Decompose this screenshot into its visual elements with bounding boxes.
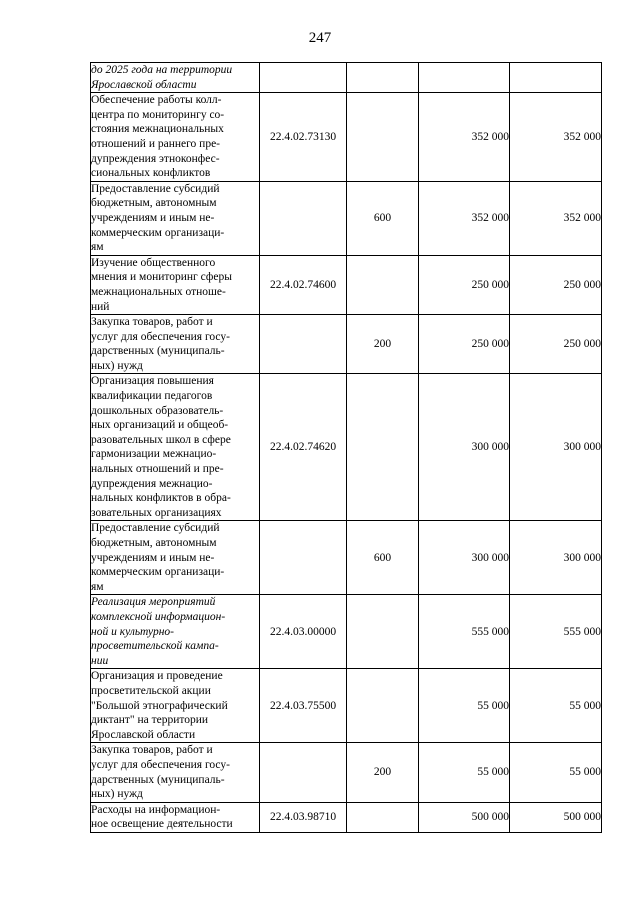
amount-year-1-cell: 300 000 <box>419 374 510 521</box>
item-name-line: комплексной информацион- <box>91 610 226 623</box>
item-name-line: коммерческим организаци- <box>91 566 225 579</box>
item-name-line: коммерческим организаци- <box>91 226 225 239</box>
item-name-line: нии <box>91 654 109 667</box>
target-article-code-cell: 22.4.02.74600 <box>260 255 347 314</box>
expense-type-cell <box>347 255 419 314</box>
table-row <box>91 255 602 314</box>
target-article-code-cell <box>260 63 347 93</box>
target-article-code-cell <box>260 315 347 374</box>
target-article-code-cell: 22.4.03.75500 <box>260 669 347 743</box>
amount-year-1-cell: 500 000 <box>419 802 510 832</box>
item-name-line: дупреждения межнацио- <box>91 477 213 490</box>
item-name-line: нальных конфликтов в обра- <box>91 492 231 505</box>
table-row <box>91 743 602 802</box>
expense-type-cell <box>347 802 419 832</box>
target-article-code-cell: 22.4.02.73130 <box>260 93 347 182</box>
item-name-line: просветительской кампа- <box>91 640 219 653</box>
item-name-line: Расходы на информацион- <box>91 803 221 816</box>
item-name-cell <box>91 595 260 669</box>
item-name-line: квалификации педагогов <box>91 390 213 403</box>
item-name-line: Предоставление субсидий <box>91 522 220 535</box>
amount-year-1-cell: 352 000 <box>419 93 510 182</box>
target-article-code-cell: 22.4.03.00000 <box>260 595 347 669</box>
amount-year-1-cell: 555 000 <box>419 595 510 669</box>
item-name-line: ных) нужд <box>91 359 143 372</box>
target-article-code-cell <box>260 743 347 802</box>
item-name-line: гармонизации межнацио- <box>91 448 217 461</box>
item-name-line: дарственных (муниципаль- <box>91 773 225 786</box>
item-name-line: "Большой этнографический <box>91 699 228 712</box>
amount-year-1-cell: 300 000 <box>419 521 510 595</box>
expense-type-cell: 200 <box>347 743 419 802</box>
item-name-line: отношений и раннего пре- <box>91 137 221 150</box>
item-name-line: бюджетным, автономным <box>91 197 217 210</box>
item-name-cell <box>91 802 260 832</box>
item-name-line: ных организаций и общеоб- <box>91 419 229 432</box>
item-name-line: ных) нужд <box>91 788 143 801</box>
item-name-cell <box>91 374 260 521</box>
item-name-line: межнациональных отноше- <box>91 285 226 298</box>
target-article-code-cell: 22.4.02.74620 <box>260 374 347 521</box>
item-name-cell <box>91 93 260 182</box>
item-name-line: дошкольных образователь- <box>91 404 224 417</box>
item-name-line: дарственных (муниципаль- <box>91 345 225 358</box>
expense-type-cell <box>347 595 419 669</box>
budget-table-body <box>91 63 602 833</box>
amount-year-2-cell: 300 000 <box>510 374 602 521</box>
item-name-line: дупреждения этноконфес- <box>91 152 220 165</box>
item-name-line: ям <box>91 241 104 254</box>
amount-year-2-cell: 300 000 <box>510 521 602 595</box>
item-name-line: Организация и проведение <box>91 670 223 683</box>
table-row <box>91 595 602 669</box>
expense-type-cell <box>347 93 419 182</box>
page-number: 247 <box>308 30 332 46</box>
item-name-line: услуг для обеспечения госу- <box>91 330 230 343</box>
item-name-line: сиональных конфликтов <box>91 167 211 180</box>
item-name-line: Ярославской области <box>91 78 197 91</box>
amount-year-2-cell: 55 000 <box>510 669 602 743</box>
item-name-line: Обеспечение работы колл- <box>91 94 222 107</box>
item-name-line: просветительской акции <box>91 684 211 697</box>
item-name-line: Изучение общественного <box>91 256 216 269</box>
amount-year-1-cell: 352 000 <box>419 181 510 255</box>
budget-table <box>90 62 602 833</box>
amount-year-2-cell: 500 000 <box>510 802 602 832</box>
item-name-cell <box>91 181 260 255</box>
item-name-cell <box>91 315 260 374</box>
expense-type-cell <box>347 669 419 743</box>
item-name-line: Закупка товаров, работ и <box>91 316 213 329</box>
amount-year-2-cell: 55 000 <box>510 743 602 802</box>
item-name-cell <box>91 669 260 743</box>
item-name-line: Закупка товаров, работ и <box>91 744 213 757</box>
item-name-cell <box>91 63 260 93</box>
target-article-code-cell <box>260 181 347 255</box>
amount-year-2-cell: 250 000 <box>510 315 602 374</box>
amount-year-2-cell: 352 000 <box>510 93 602 182</box>
amount-year-2-cell <box>510 63 602 93</box>
amount-year-1-cell: 55 000 <box>419 669 510 743</box>
table-row <box>91 63 602 93</box>
item-name-cell <box>91 255 260 314</box>
table-row <box>91 181 602 255</box>
item-name-line: ное освещение деятельности <box>91 818 233 831</box>
item-name-line: бюджетным, автономным <box>91 537 217 549</box>
item-name-cell <box>91 521 260 595</box>
table-row <box>91 315 602 374</box>
target-article-code-cell: 22.4.03.98710 <box>260 802 347 832</box>
table-row <box>91 374 602 521</box>
amount-year-1-cell: 55 000 <box>419 743 510 802</box>
amount-year-2-cell: 250 000 <box>510 255 602 314</box>
item-name-line: зовательных организациях <box>91 506 222 519</box>
item-name-line: мнения и мониторинг сферы <box>91 271 232 284</box>
amount-year-1-cell: 250 000 <box>419 255 510 314</box>
item-name-line: стояния межнациональных <box>91 123 224 136</box>
item-name-line: учреждениям и иным не- <box>91 211 215 224</box>
item-name-line: диктант" на территории <box>91 714 209 727</box>
item-name-line: ний <box>91 300 110 313</box>
item-name-line: центра по мониторингу со- <box>91 108 225 121</box>
item-name-line: Организация повышения <box>91 375 214 388</box>
item-name-line: учреждениям и иным не- <box>91 551 215 564</box>
expense-type-cell <box>347 374 419 521</box>
amount-year-1-cell: 250 000 <box>419 315 510 374</box>
item-name-line: ям <box>91 580 104 593</box>
table-row <box>91 669 602 743</box>
item-name-line: нальных отношений и пре- <box>91 463 224 476</box>
item-name-line: ной и культурно- <box>91 625 174 638</box>
target-article-code-cell <box>260 521 347 595</box>
expense-type-cell: 600 <box>347 181 419 255</box>
item-name-cell <box>91 743 260 802</box>
amount-year-1-cell <box>419 63 510 93</box>
expense-type-cell: 200 <box>347 315 419 374</box>
item-name-line: услуг для обеспечения госу- <box>91 758 230 771</box>
table-row <box>91 802 602 832</box>
amount-year-2-cell: 352 000 <box>510 181 602 255</box>
item-name-line: разовательных школ в сфере <box>91 433 231 446</box>
item-name-line: до 2025 года на территории <box>91 64 233 76</box>
item-name-line: Реализация мероприятий <box>91 596 216 609</box>
expense-type-cell <box>347 63 419 93</box>
expense-type-cell: 600 <box>347 521 419 595</box>
item-name-line: Ярославской области <box>91 728 196 741</box>
amount-year-2-cell: 555 000 <box>510 595 602 669</box>
item-name-line: Предоставление субсидий <box>91 182 220 195</box>
table-row <box>91 521 602 595</box>
table-row <box>91 93 602 182</box>
